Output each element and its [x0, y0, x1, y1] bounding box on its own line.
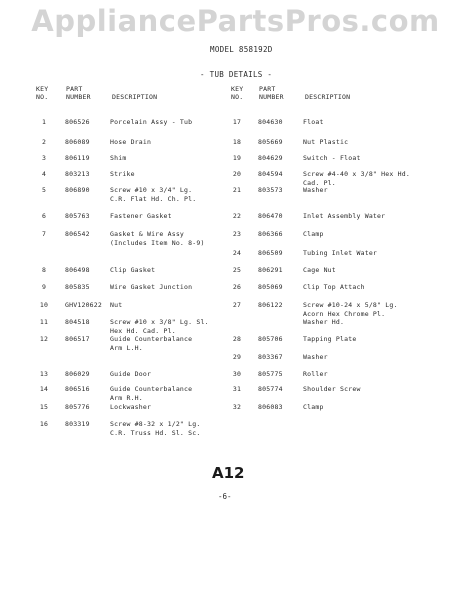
part-description-left: Nut [110, 301, 123, 309]
part-number-left: 805763 [65, 212, 90, 220]
part-number-right: 805774 [258, 385, 283, 393]
part-number-left: 806089 [65, 138, 90, 146]
part-description-right: Cage Nut [303, 266, 336, 274]
page-number: -6- [218, 492, 232, 501]
part-description-right: Clip Top Attach [303, 283, 365, 291]
key-number-left: 16 [39, 420, 49, 428]
part-description-left: Screw #10 x 3/8" Lg. Sl. Hex Hd. Cad. Pl. [110, 318, 209, 335]
key-number-right: 23 [232, 230, 242, 238]
key-number-right: 32 [232, 403, 242, 411]
key-number-right: 22 [232, 212, 242, 220]
part-number-left: 806517 [65, 335, 90, 343]
header-part-left: PART NUMBER [66, 85, 91, 101]
part-number-right: 805669 [258, 138, 283, 146]
header-description-right: DESCRIPTION [305, 93, 351, 101]
key-number-right: 18 [232, 138, 242, 146]
watermark-text: AppliancePartsPros.com [31, 4, 440, 38]
key-number-right: 29 [232, 353, 242, 361]
part-description-right: Nut Plastic [303, 138, 349, 146]
part-description-right: Shoulder Screw [303, 385, 361, 393]
part-number-left: 805835 [65, 283, 90, 291]
part-number-right: 805775 [258, 370, 283, 378]
part-number-right: 806509 [258, 249, 283, 257]
part-description-right: Screw #4-40 x 3/8" Hex Hd. Cad. Pl. [303, 170, 410, 187]
key-number-left: 2 [41, 138, 47, 146]
part-description-left: Fastener Gasket [110, 212, 172, 220]
key-number-left: 9 [41, 283, 47, 291]
part-number-left: 803319 [65, 420, 90, 428]
part-number-right: 806470 [258, 212, 283, 220]
part-number-left: 806542 [65, 230, 90, 238]
part-description-right: Inlet Assembly Water [303, 212, 386, 220]
key-number-right: 27 [232, 301, 242, 309]
key-number-right: 19 [232, 154, 242, 162]
part-description-left: Lockwasher [110, 403, 152, 411]
header-part-right: PART NUMBER [259, 85, 284, 101]
part-description-right: Washer [303, 353, 328, 361]
key-number-right: 25 [232, 266, 242, 274]
part-number-right: 806291 [258, 266, 283, 274]
part-description-right: Switch - Float [303, 154, 361, 162]
key-number-left: 12 [39, 335, 49, 343]
part-description-left: Guide Door [110, 370, 152, 378]
key-number-left: 6 [41, 212, 47, 220]
part-description-left: Gasket & Wire Assy (Includes Item No. 8-9) [110, 230, 205, 247]
part-number-right: 803573 [258, 186, 283, 194]
plate-label: A12 [212, 464, 245, 482]
part-number-right: 803367 [258, 353, 283, 361]
key-number-right: 30 [232, 370, 242, 378]
key-number-left: 4 [41, 170, 47, 178]
key-number-left: 14 [39, 385, 49, 393]
key-number-left: 5 [41, 186, 47, 194]
part-description-left: Clip Gasket [110, 266, 156, 274]
key-number-right: 26 [232, 283, 242, 291]
key-number-left: 8 [41, 266, 47, 274]
part-description-left: Porcelain Assy - Tub [110, 118, 193, 126]
part-number-left: 803213 [65, 170, 90, 178]
key-number-left: 7 [41, 230, 47, 238]
part-number-right: 804630 [258, 118, 283, 126]
part-description-right: Roller [303, 370, 328, 378]
part-description-right: Float [303, 118, 324, 126]
key-number-right: 17 [232, 118, 242, 126]
part-description-left: Guide Counterbalance Arm R.H. [110, 385, 193, 402]
part-description-right: Washer [303, 186, 328, 194]
part-number-right: 804629 [258, 154, 283, 162]
part-number-right: 806366 [258, 230, 283, 238]
section-title: - TUB DETAILS - [200, 70, 273, 79]
part-description-right: Tapping Plate [303, 335, 357, 343]
part-description-right: Clamp [303, 403, 324, 411]
part-number-left: 806516 [65, 385, 90, 393]
part-number-left: GHV120622 [65, 301, 103, 309]
part-number-right: 805706 [258, 335, 283, 343]
header-key-left: KEY NO. [36, 85, 49, 101]
part-number-right: 806122 [258, 301, 283, 309]
part-number-left: 806890 [65, 186, 90, 194]
model-label: MODEL 858192D [210, 45, 273, 54]
key-number-right: 24 [232, 249, 242, 257]
part-description-right: Tubing Inlet Water [303, 249, 378, 257]
header-description-left: DESCRIPTION [112, 93, 158, 101]
key-number-right: 28 [232, 335, 242, 343]
part-number-left: 806029 [65, 370, 90, 378]
key-number-left: 10 [39, 301, 49, 309]
key-number-left: 3 [41, 154, 47, 162]
part-description-left: Strike [110, 170, 135, 178]
key-number-left: 1 [41, 118, 47, 126]
part-description-right: Clamp [303, 230, 324, 238]
key-number-right: 21 [232, 186, 242, 194]
part-description-left: Screw #8-32 x 1/2" Lg. C.R. Truss Hd. Sl. Sc. [110, 420, 201, 437]
key-number-left: 13 [39, 370, 49, 378]
part-number-right: 806083 [258, 403, 283, 411]
table-row [0, 420, 471, 444]
part-number-left: 805776 [65, 403, 90, 411]
part-description-right: Screw #10-24 x 5/8" Lg. Acorn Hex Chrome Pl. Washer Hd. [303, 301, 398, 326]
key-number-right: 20 [232, 170, 242, 178]
table-row [0, 186, 471, 210]
part-number-right: 805069 [258, 283, 283, 291]
part-description-left: Wire Gasket Junction [110, 283, 193, 291]
part-number-left: 806526 [65, 118, 90, 126]
part-number-right: 804594 [258, 170, 283, 178]
part-description-left: Shim [110, 154, 127, 162]
key-number-right: 31 [232, 385, 242, 393]
part-description-left: Guide Counterbalance Arm L.H. [110, 335, 193, 352]
key-number-left: 15 [39, 403, 49, 411]
key-number-left: 11 [39, 318, 49, 326]
part-description-left: Hose Drain [110, 138, 152, 146]
header-key-right: KEY NO. [231, 85, 244, 101]
part-description-left: Screw #10 x 3/4" Lg. C.R. Flat Hd. Ch. Pl. [110, 186, 197, 203]
part-number-left: 804518 [65, 318, 90, 326]
part-number-left: 806119 [65, 154, 90, 162]
part-number-left: 806498 [65, 266, 90, 274]
